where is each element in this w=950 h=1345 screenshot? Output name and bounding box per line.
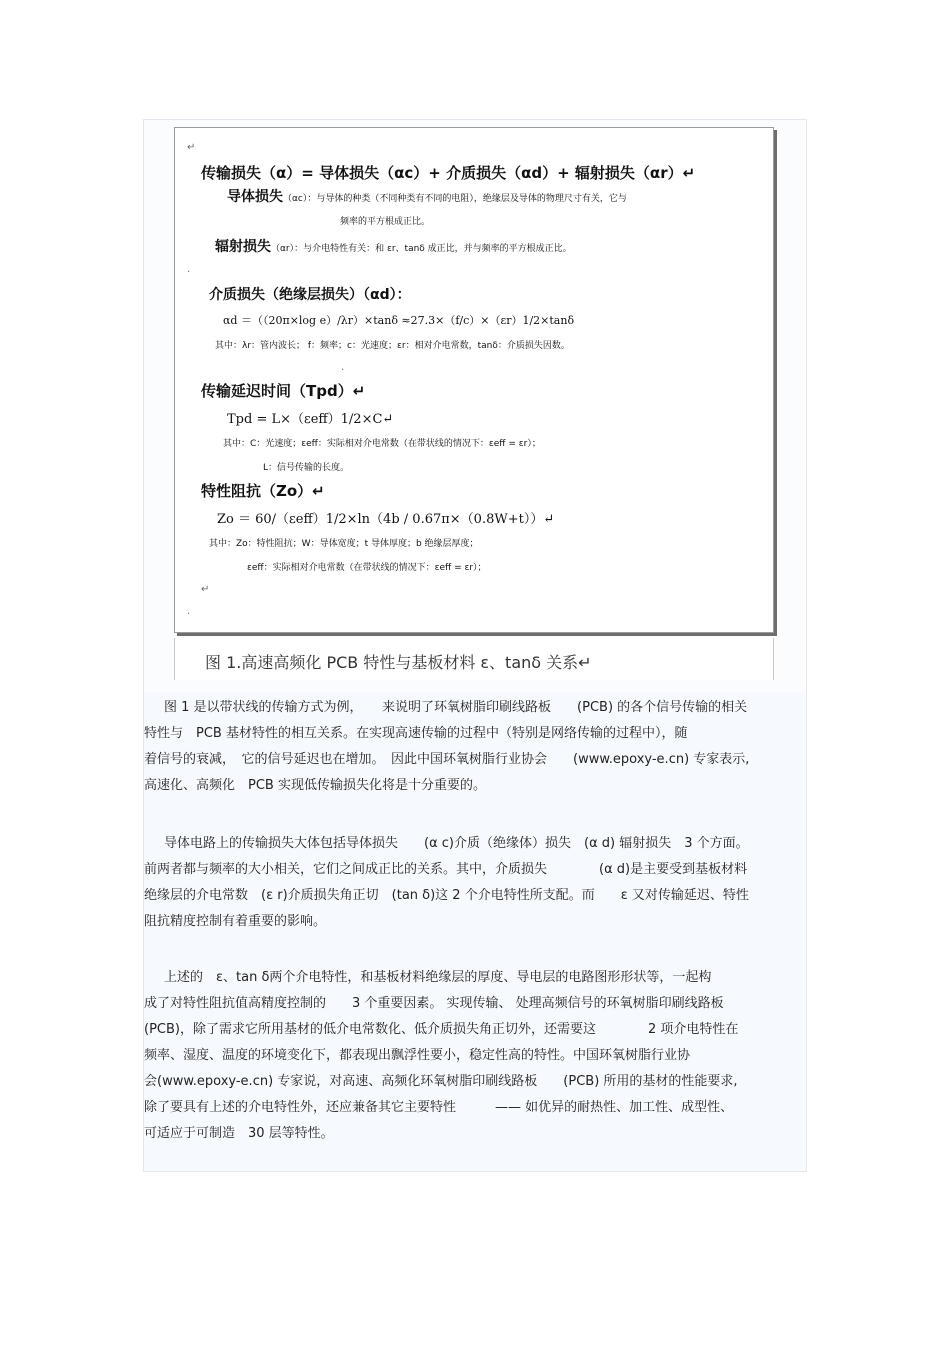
radiation-loss-desc: （αr）：与介电特性有关：和 εr、tanδ 成正比，并与频率的平方根成正比。 [271,244,572,254]
paragraph-mark: ↵ [187,142,196,153]
line-mark: . [187,264,191,275]
dielectric-loss-where: 其中：λr：管内波长； f：频率；c：光速度；εr：相对介电常数，tanδ：介质损失因数。 [215,341,570,351]
figure-caption-box [174,638,774,680]
figure-caption: 图 1.高速高频化 PCB 特性与基板材料 ε、tanδ 关系↵ [205,653,592,672]
article-body [144,692,806,1171]
impedance-where: 其中：Zo：特性阻抗；W：导体宽度；t 导体厚度；b 绝缘层厚度； [209,539,479,549]
paragraph-line: 可适应于可制造 30 层等特性。 [144,1126,334,1141]
radiation-loss-line [215,236,572,256]
impedance-formula: Zo ＝ 60/（εeff）1/2×ln（4b / 0.67π×（0.8W+t））↵ [217,512,555,527]
transmission-loss-equation: 传输损失（α）= 导体损失（αc）+ 介质损失（αd）+ 辐射损失（αr）↵ [201,164,696,182]
paragraph-line: 成了对特性阻抗值高精度控制的 3 个重要因素。 实现传输、 处理高频信号的环氧树脂印刷线路板 [144,996,724,1011]
dielectric-loss-formula: αd ＝（（20π×log e）/λr）×tanδ ≈27.3×（f/c）×（εr）1/2×tanδ [223,314,575,327]
delay-where: 其中：C：光速度；εeff：实际相对介电常数（在带状线的情况下：εeff = εr）； [223,439,541,449]
conductor-loss-title: 导体损失 [227,189,283,205]
impedance-title: 特性阻抗（Zo）↵ [201,482,325,500]
conductor-loss-line [227,186,627,206]
paragraph-line: 上述的 ε、tan δ两个介电特性，和基板材料绝缘层的厚度、导电层的电路图形形状等，一起构 [164,970,712,985]
delay-where-cont: L：信号传输的长度。 [263,463,350,473]
paragraph-line: 会(www.epoxy-e.cn) 专家说，对高速、高频化环氧树脂印刷线路板 (PCB) 所用的基材的性能要求, [144,1074,738,1089]
paragraph-line: (PCB)，除了需求它所用基材的低介电常数化、低介质损失角正切外，还需要这 2 项介电特性在 [144,1022,739,1037]
conductor-loss-desc-cont: 频率的平方根成正比。 [340,217,431,227]
paragraph-line: 高速化、高频化 PCB 实现低传输损失化将是十分重要的。 [144,778,486,793]
delay-title: 传输延迟时间（Tpd）↵ [201,382,366,400]
radiation-loss-title: 辐射损失 [215,239,271,255]
paragraph-line: 图 1 是以带状线的传输方式为例， 来说明了环氧树脂印刷线路板 (PCB) 的各个信号传输的相关 [164,700,748,715]
figure-image [174,127,774,633]
line-mark: . [187,606,191,617]
delay-formula: Tpd = L×（εeff）1/2×C↵ [227,412,394,427]
paragraph-line: 导体电路上的传输损失大体包括导体损失 (α c)介质（绝缘体）损失 (α d) 辐射损失 3 个方面。 [164,836,749,851]
content-frame [143,119,807,1172]
paragraph-mark: ↵ [201,584,210,595]
impedance-where-cont: εeff：实际相对介电常数（在带状线的情况下：εeff = εr）； [247,563,487,573]
paragraph-line: 频率、湿度、温度的环境变化下，都表现出飘浮性要小，稳定性高的特性。中国环氧树脂行业协 [144,1048,691,1063]
paragraph-line: 特性与 PCB 基材特性的相互关系。在实现高速传输的过程中（特别是网络传输的过程中），随 [144,726,688,741]
conductor-loss-desc: （αc）：与导体的种类（不同种类有不同的电阻），绝缘层及导体的物理尺寸有关，它与 [283,194,627,204]
dielectric-loss-title: 介质损失（绝缘层损失）（αd）： [209,287,411,303]
paragraph-line: 绝缘层的介电常数 (ε r)介质损失角正切 (tan δ)这 2 个介电特性所支配。而 ε 又对传输延迟、特性 [144,888,749,903]
paragraph-line: 阻抗精度控制有着重要的影响。 [144,914,327,929]
line-mark: . [341,362,345,373]
paragraph-line: 着信号的衰减， 它的信号延迟也在增加。 因此中国环氧树脂行业协会 (www.epoxy-e.cn) 专家表示, [144,752,750,767]
paragraph-line: 除了要具有上述的介电特性外，还应兼备其它主要特性 —— 如优异的耐热性、加工性、成型性、 [144,1100,734,1115]
paragraph-line: 前两者都与频率的大小相关，它们之间成正比的关系。其中，介质损失 (α d)是主要受到基板材料 [144,862,748,877]
